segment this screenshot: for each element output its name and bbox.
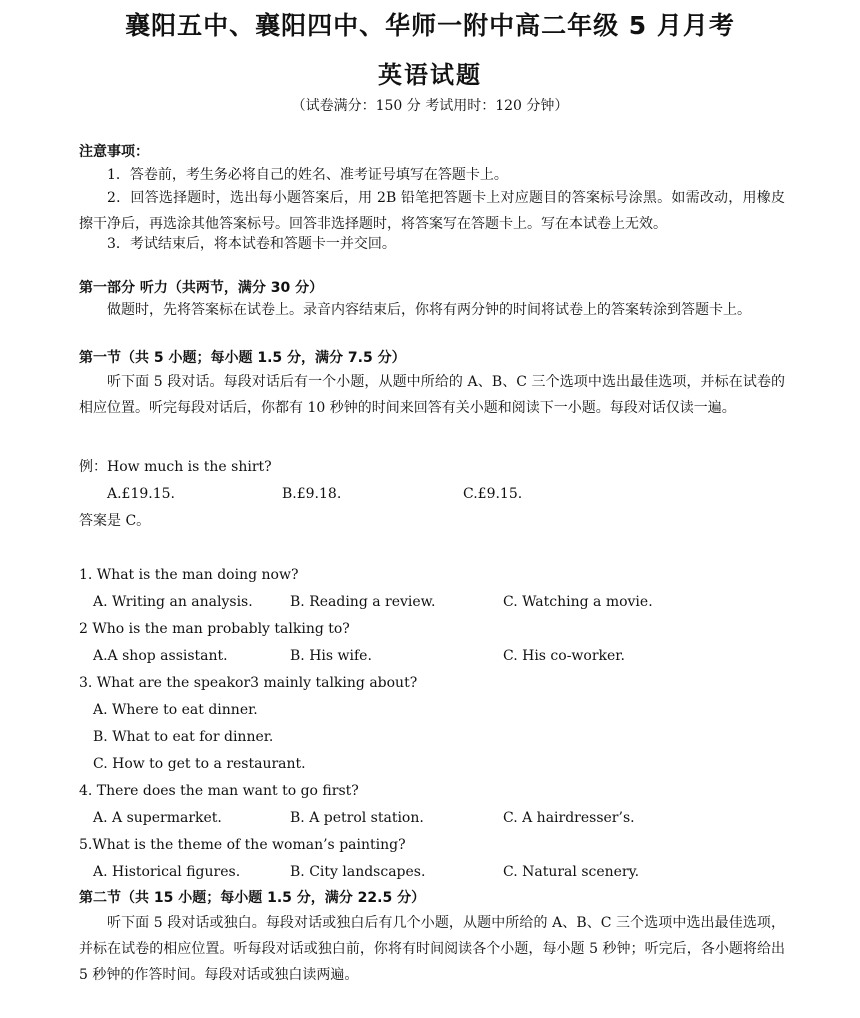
exam-title: 襄阳五中、襄阳四中、华师一附中高二年级 5 月月考: [125, 11, 735, 40]
question-5-option-a: A. Historical figures.: [93, 864, 241, 880]
notice-item-1: 1．答卷前，考生务必将自己的姓名、准考证号填写在答题卡上。: [107, 167, 508, 183]
question-2-option-a: A.A shop assistant.: [93, 648, 228, 664]
section2-instruction: 听下面 5 段对话或独白。每段对话或独白后有几个小题，从题中所给的 A、B、C 三个选项中选出最佳选项，并标在试卷的相应位置。听每段对话或独白前，你将有时间阅读各个小题，每小题 5 秒钟；听完后，各小题将给出 5 秒钟的作答时间。每段对话或独白读两遍。: [79, 915, 785, 983]
question-4-option-c: C. A hairdresser’s.: [503, 810, 635, 826]
question-1-stem: 1. What is the man doing now?: [79, 567, 299, 583]
question-4-option-a: A. A supermarket.: [93, 810, 222, 826]
question-5-option-c: C. Natural scenery.: [503, 864, 640, 880]
question-1-option-c: C. Watching a movie.: [503, 594, 653, 610]
example-option-a: A.£19.15.: [107, 486, 175, 502]
example-option-c: C.£9.15.: [463, 486, 523, 502]
part1-instruction: 做题时，先将答案标在试卷上。录音内容结束后，你将有两分钟的时间将试卷上的答案转涂到答题卡上。: [107, 302, 751, 318]
exam-info: （试卷满分：150 分 考试用时：120 分钟）: [291, 98, 569, 114]
example-question: 例：How much is the shirt?: [79, 459, 272, 475]
question-3-option-a: A. Where to eat dinner.: [93, 702, 258, 718]
question-2-option-c: C. His co-worker.: [503, 648, 625, 664]
question-4-option-b: B. A petrol station.: [290, 810, 424, 826]
subject-title: 英语试题: [378, 61, 482, 89]
section2-heading: 第二节（共 15 小题；每小题 1.5 分，满分 22.5 分）: [79, 890, 426, 906]
question-3-stem: 3. What are the speakor3 mainly talking about?: [79, 675, 418, 691]
question-1-option-a: A. Writing an analysis.: [93, 594, 253, 610]
notice-item-2: 2．回答选择题时，选出每小题答案后，用 2B 铅笔把答题卡上对应题目的答案标号涂黑。如需改动，用橡皮擦干净后，再选涂其他答案标号。回答非选择题时，将答案写在答题卡上。写在本试卷上无效。: [79, 190, 785, 232]
question-1-option-b: B. Reading a review.: [290, 594, 436, 610]
question-2-stem: 2 Who is the man probably talking to?: [79, 621, 350, 637]
section1-heading: 第一节（共 5 小题；每小题 1.5 分，满分 7.5 分）: [79, 350, 406, 366]
section1-instruction: 听下面 5 段对话。每段对话后有一个小题，从题中所给的 A、B、C 三个选项中选出最佳选项，并标在试卷的相应位置。听完每段对话后，你都有 10 秒钟的时间来回答有关小题和阅读下一小题。每段对话仅读一遍。: [79, 374, 785, 416]
question-3-option-b: B. What to eat for dinner.: [93, 729, 274, 745]
question-5-stem: 5.What is the theme of the woman’s painting?: [79, 837, 406, 853]
question-4-stem: 4. There does the man want to go first?: [79, 783, 359, 799]
notice-item-3: 3．考试结束后，将本试卷和答题卡一并交回。: [107, 236, 396, 252]
example-option-b: B.£9.18.: [282, 486, 342, 502]
notice-heading: 注意事项：: [79, 144, 149, 160]
example-answer: 答案是 C。: [79, 513, 151, 529]
question-3-option-c: C. How to get to a restaurant.: [93, 756, 306, 772]
question-2-option-b: B. His wife.: [290, 648, 372, 664]
part1-heading: 第一部分 听力（共两节，满分 30 分）: [79, 280, 324, 296]
question-5-option-b: B. City landscapes.: [290, 864, 426, 880]
